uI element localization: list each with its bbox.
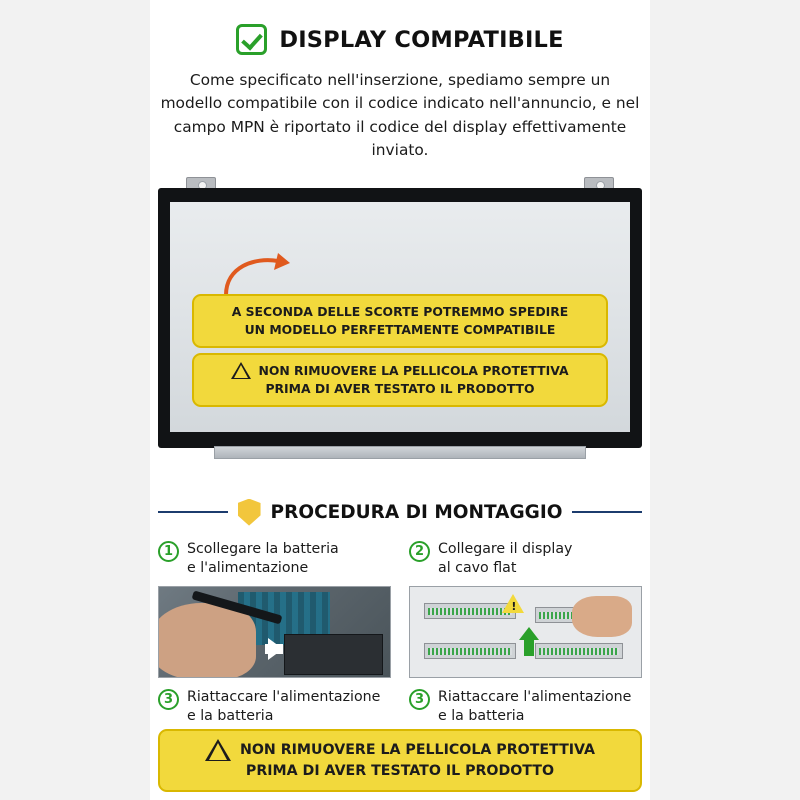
- callout-stock-compatible: [192, 294, 608, 348]
- step-3-right: [409, 688, 642, 726]
- step-number: 1: [158, 541, 179, 562]
- curved-arrow-icon: [220, 251, 290, 299]
- check-box-icon: [236, 24, 267, 55]
- steps-row-top: [158, 540, 642, 678]
- warning-triangle-icon: [502, 594, 524, 613]
- callout-line-2: UN MODELLO PERFETTAMENTE COMPATIBILE: [244, 321, 556, 337]
- step-text-line-2: e la batteria: [438, 708, 525, 725]
- arrow-up-icon: [519, 627, 539, 640]
- callout-line-2: PRIMA DI AVER TESTATO IL PRODOTTO: [265, 380, 535, 396]
- content-column: [150, 0, 650, 800]
- bottom-warning-banner: [158, 729, 642, 792]
- step-2: [409, 540, 642, 678]
- step-text-line-1: Collegare il display: [438, 540, 573, 557]
- step-number: 3: [409, 689, 430, 710]
- panel-base-strip: [214, 446, 586, 459]
- step-text-line-2: al cavo flat: [438, 559, 517, 576]
- intro-paragraph: Come specificato nell'inserzione, spediamo sempre un modello compatibile con il codice indicato nell'annuncio, e nel campo MPN è riportato il codice del display effettivamente inviato.: [160, 71, 640, 160]
- step-3-left: [158, 688, 391, 726]
- banner-line-1: NON RIMUOVERE LA PELLICOLA PROTETTIVA: [239, 742, 596, 759]
- callout-line-1: NON RIMUOVERE LA PELLICOLA PROTETTIVA: [258, 362, 569, 378]
- step-text-line-1: Riattaccare l'alimentazione: [187, 688, 381, 705]
- step-1-photo: [158, 586, 391, 678]
- step-2-photo: [409, 586, 642, 678]
- divider-right: [572, 511, 642, 513]
- hand-graphic: [158, 603, 256, 678]
- divider-left: [158, 511, 228, 513]
- header: [150, 24, 650, 55]
- step-1: [158, 540, 391, 678]
- left-rail: [0, 0, 150, 800]
- step-number: 3: [158, 689, 179, 710]
- display-panel-illustration: [158, 177, 642, 477]
- arrow-right-icon: [268, 638, 283, 660]
- step-text-line-1: Scollegare la batteria: [187, 540, 339, 557]
- shield-icon: [238, 499, 261, 526]
- callout-line-1: A SECONDA DELLE SCORTE POTREMMO SPEDIRE: [231, 303, 569, 319]
- step-number: 2: [409, 541, 430, 562]
- flat-cable-connector: [535, 643, 623, 659]
- warning-triangle-icon: !: [231, 362, 251, 379]
- step-text-line-2: e la batteria: [187, 708, 274, 725]
- right-rail: [650, 0, 800, 800]
- step-text-line-1: Riattaccare l'alimentazione: [438, 688, 632, 705]
- hand-graphic: [572, 596, 632, 637]
- section-title: PROCEDURA DI MONTAGGIO: [270, 501, 563, 523]
- steps-row-bottom: [158, 688, 642, 726]
- battery-graphic: [284, 634, 383, 676]
- flat-cable-connector: [424, 643, 516, 659]
- banner-line-2: PRIMA DI AVER TESTATO IL PRODOTTO: [245, 763, 555, 780]
- section-header: [158, 499, 642, 526]
- warning-triangle-icon: !: [205, 739, 231, 761]
- step-text-line-2: e l'alimentazione: [187, 559, 309, 576]
- callout-protective-film: [192, 353, 608, 407]
- page-title: DISPLAY COMPATIBILE: [279, 26, 564, 53]
